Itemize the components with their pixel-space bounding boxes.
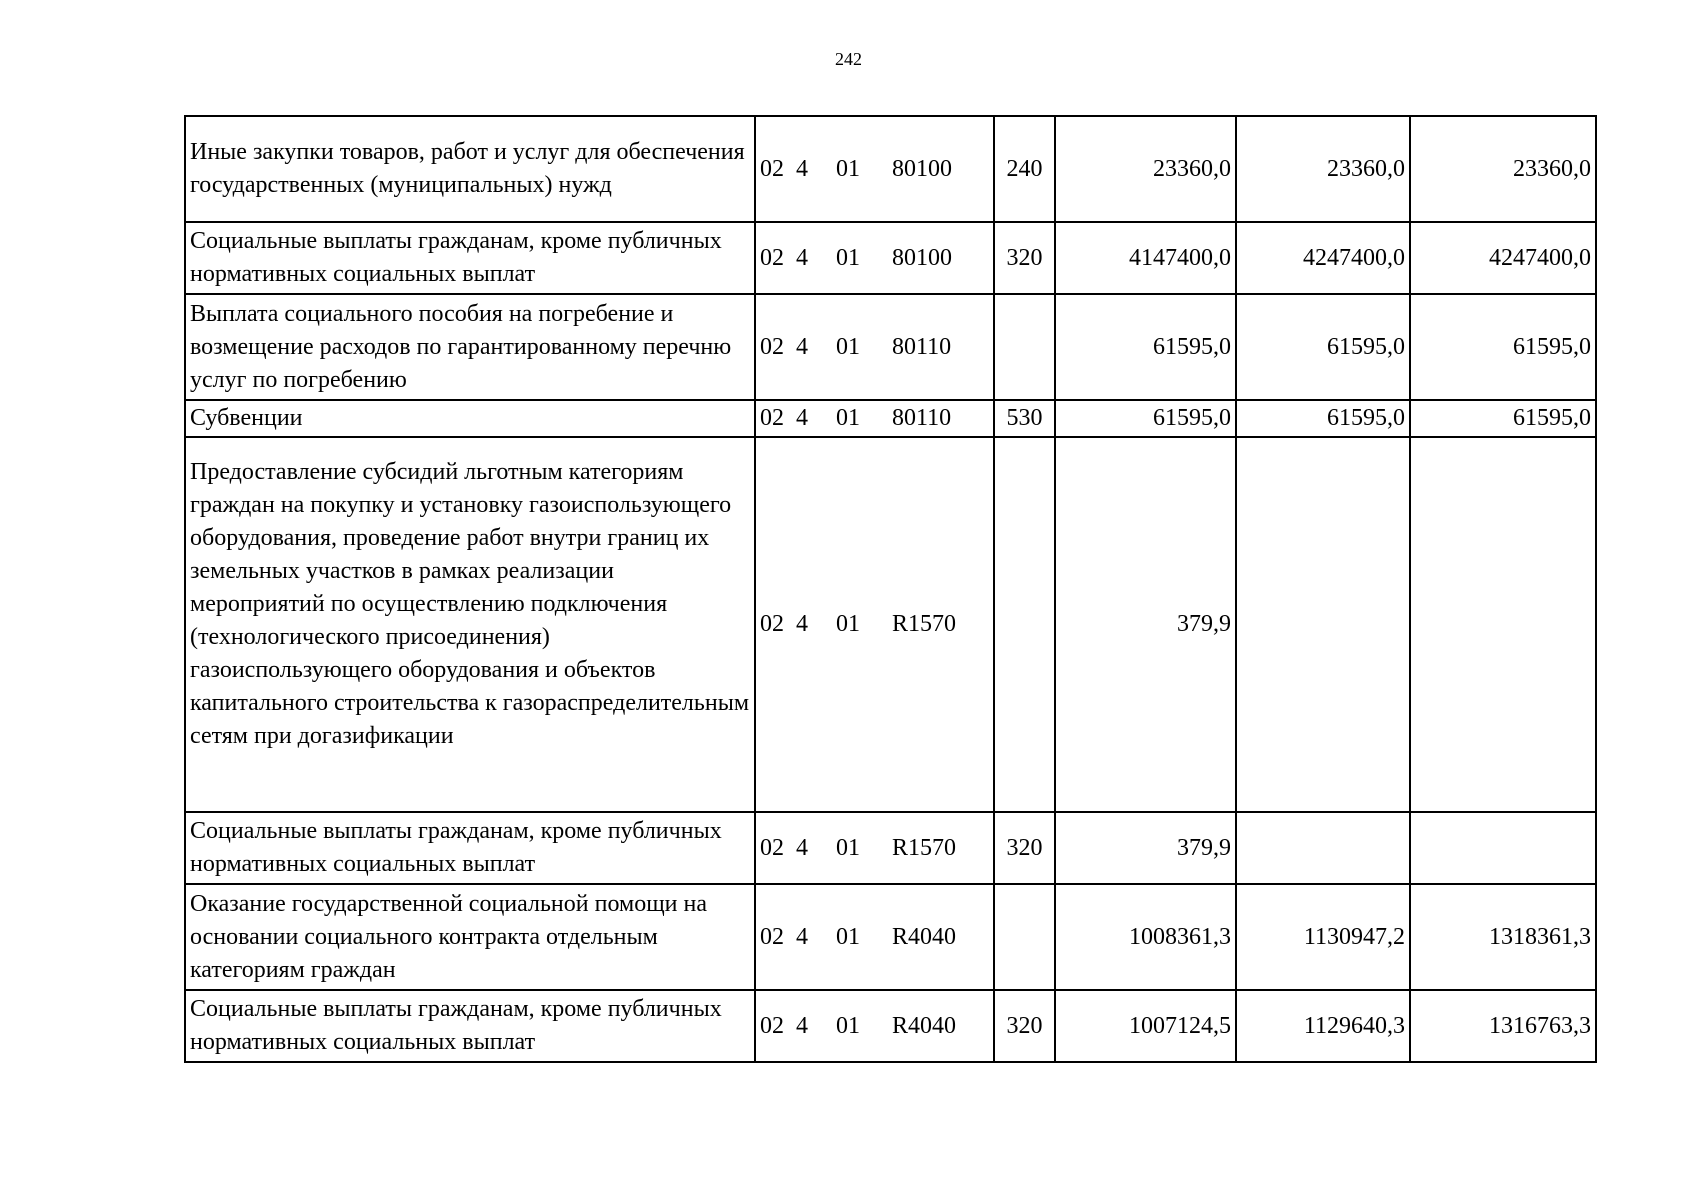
amount-year-2: 1129640,3	[1236, 990, 1410, 1062]
amount-year-1: 1007124,5	[1055, 990, 1236, 1062]
subprogram-code: 4	[796, 1012, 808, 1039]
table-row	[185, 990, 1596, 1062]
amount-year-2: 1130947,2	[1236, 884, 1410, 990]
amount-year-1: 4147400,0	[1055, 222, 1236, 294]
program-code: 02	[760, 155, 784, 182]
amount-year-3: 61595,0	[1410, 400, 1596, 437]
amount-year-1: 23360,0	[1055, 116, 1236, 222]
subprogram-code: 4	[796, 244, 808, 271]
expense-type	[994, 437, 1055, 812]
direction-code: R4040	[892, 923, 957, 950]
subprogram-code: 4	[796, 834, 808, 861]
row-description: Выплата социального пособия на погребение и возмещение расходов по гарантированному перечню услуг по погребению	[185, 294, 755, 400]
amount-year-1: 379,9	[1055, 437, 1236, 812]
main-event-code: 01	[836, 1012, 860, 1039]
subprogram-code: 4	[796, 333, 808, 360]
expense-type: 240	[994, 116, 1055, 222]
target-article-code	[755, 400, 994, 437]
row-description: Оказание государственной социальной помощи на основании социального контракта отдельным категориям граждан	[185, 884, 755, 990]
direction-code: 80100	[892, 244, 952, 271]
expense-type	[994, 884, 1055, 990]
table-row	[185, 116, 1596, 222]
table-row	[185, 400, 1596, 437]
amount-year-2: 61595,0	[1236, 294, 1410, 400]
program-code: 02	[760, 611, 784, 637]
direction-code: 80110	[892, 405, 952, 431]
amount-year-3: 61595,0	[1410, 294, 1596, 400]
budget-table	[184, 115, 1597, 1063]
subprogram-code: 4	[796, 611, 808, 637]
program-code: 02	[760, 1012, 784, 1039]
row-description	[185, 437, 755, 812]
program-code: 02	[760, 405, 784, 431]
table-row	[185, 437, 1596, 812]
target-article-code	[755, 884, 994, 990]
page-number: 242	[835, 49, 862, 69]
amount-year-2	[1236, 812, 1410, 884]
table-row	[185, 294, 1596, 400]
main-event-code: 01	[836, 834, 860, 861]
expense-type: 530	[994, 400, 1055, 437]
amount-year-3: 4247400,0	[1410, 222, 1596, 294]
expense-type: 320	[994, 222, 1055, 294]
amount-year-2: 23360,0	[1236, 116, 1410, 222]
main-event-code: 01	[836, 244, 860, 271]
row-description: Социальные выплаты гражданам, кроме публичных нормативных социальных выплат	[185, 222, 755, 294]
row-description: Субвенции	[185, 400, 755, 437]
direction-code: 80110	[892, 333, 952, 360]
target-article-code	[755, 294, 994, 400]
main-event-code: 01	[836, 155, 860, 182]
cell-spacer	[190, 753, 750, 793]
amount-year-1: 61595,0	[1055, 294, 1236, 400]
target-article-code	[755, 812, 994, 884]
amount-year-3	[1410, 437, 1596, 812]
subprogram-code: 4	[796, 405, 808, 431]
table-row	[185, 884, 1596, 990]
amount-year-2: 61595,0	[1236, 400, 1410, 437]
expense-type	[994, 294, 1055, 400]
amount-year-3: 1318361,3	[1410, 884, 1596, 990]
target-article-code	[755, 222, 994, 294]
amount-year-3: 1316763,3	[1410, 990, 1596, 1062]
amount-year-1: 61595,0	[1055, 400, 1236, 437]
direction-code: R1570	[892, 611, 957, 637]
direction-code: R1570	[892, 834, 957, 861]
main-event-code: 01	[836, 405, 860, 431]
amount-year-2: 4247400,0	[1236, 222, 1410, 294]
amount-year-1: 379,9	[1055, 812, 1236, 884]
amount-year-1: 1008361,3	[1055, 884, 1236, 990]
target-article-code	[755, 990, 994, 1062]
table-row	[185, 812, 1596, 884]
direction-code: 80100	[892, 155, 952, 182]
amount-year-3: 23360,0	[1410, 116, 1596, 222]
amount-year-3	[1410, 812, 1596, 884]
direction-code: R4040	[892, 1012, 957, 1039]
amount-year-2	[1236, 437, 1410, 812]
main-event-code: 01	[836, 923, 860, 950]
subprogram-code: 4	[796, 155, 808, 182]
subprogram-code: 4	[796, 923, 808, 950]
row-description-text: Предоставление субсидий льготным категориям граждан на покупку и установку газоиспользующего оборудования, проведение работ внутри границ их земельных участков в рамках реализации мероприятий по осуществлению подключения (технологического присоединения) газоиспользующего оборудования и объектов капитального строительства к газораспределительным сетям при догазификации	[190, 459, 750, 749]
expense-type: 320	[994, 812, 1055, 884]
program-code: 02	[760, 923, 784, 950]
program-code: 02	[760, 834, 784, 861]
main-event-code: 01	[836, 611, 860, 637]
expense-type: 320	[994, 990, 1055, 1062]
program-code: 02	[760, 244, 784, 271]
row-description: Социальные выплаты гражданам, кроме публичных нормативных социальных выплат	[185, 990, 755, 1062]
program-code: 02	[760, 333, 784, 360]
target-article-code	[755, 437, 994, 812]
main-event-code: 01	[836, 333, 860, 360]
target-article-code	[755, 116, 994, 222]
table-row	[185, 222, 1596, 294]
row-description: Иные закупки товаров, работ и услуг для обеспечения государственных (муниципальных) нужд	[185, 116, 755, 222]
row-description: Социальные выплаты гражданам, кроме публичных нормативных социальных выплат	[185, 812, 755, 884]
